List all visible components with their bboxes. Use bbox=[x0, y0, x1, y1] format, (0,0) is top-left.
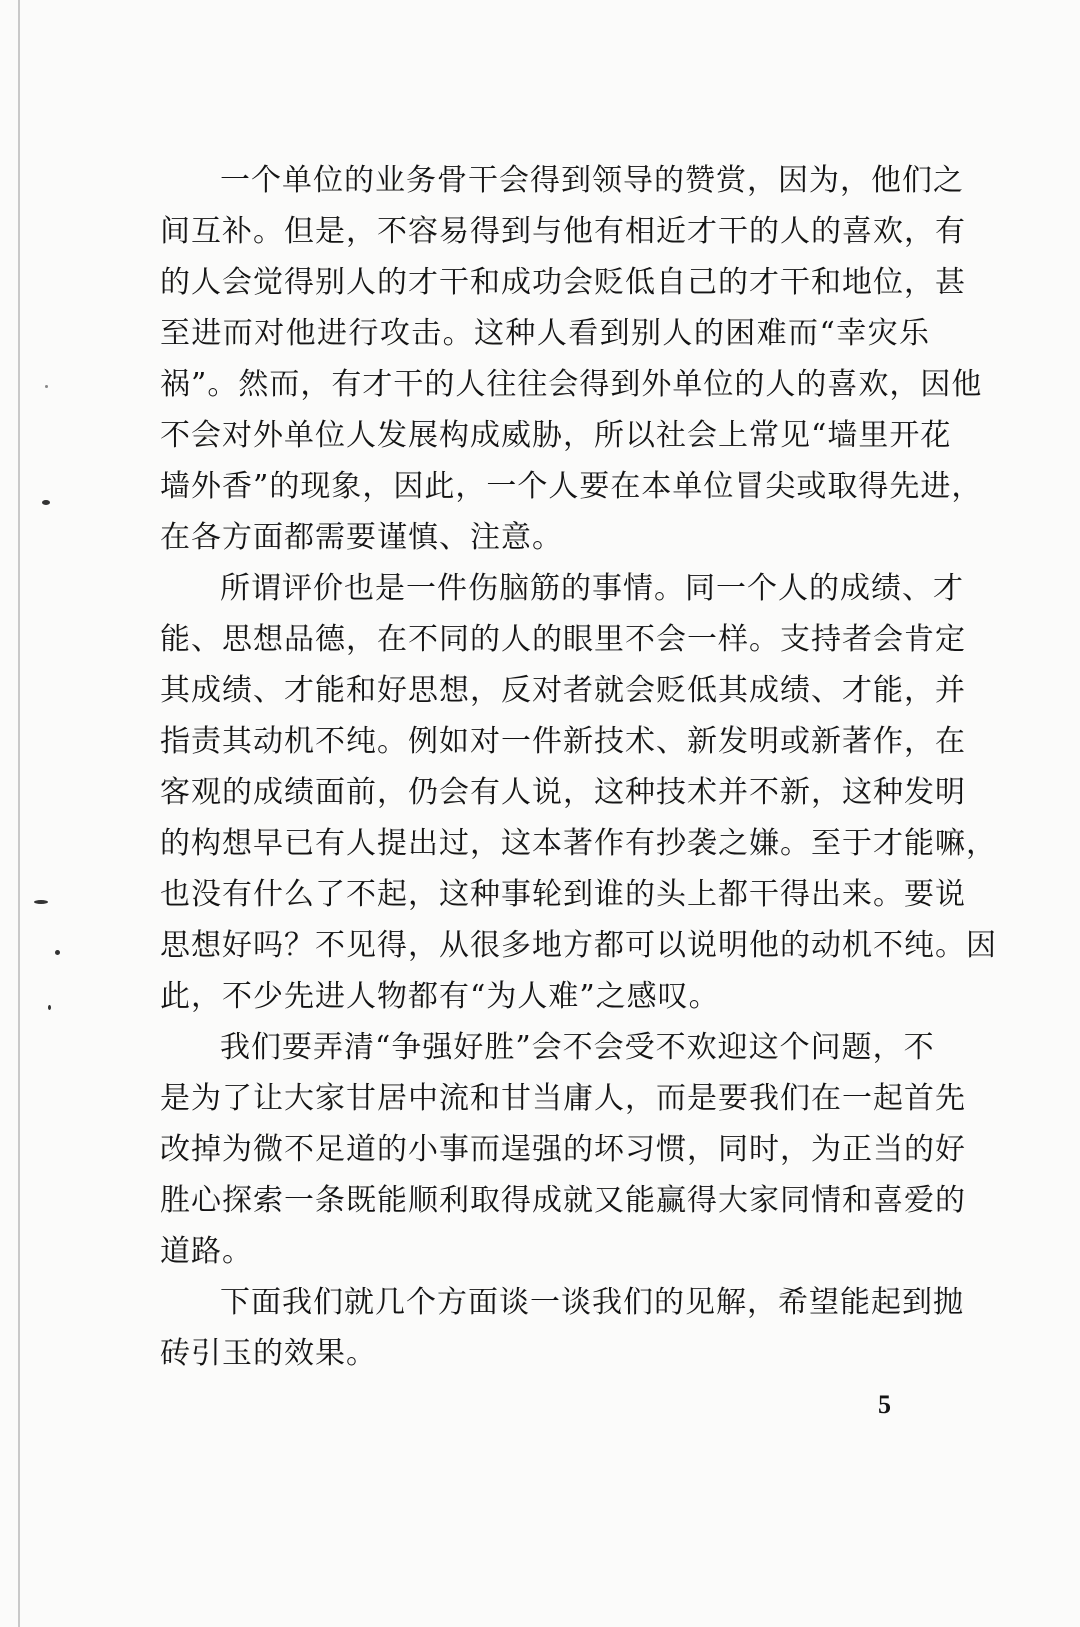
scan-speck bbox=[48, 1005, 51, 1010]
text-line: 能、思想品德，在不同的人的眼里不会一样。支持者会肯定 bbox=[160, 622, 966, 657]
paragraph-1 bbox=[160, 155, 983, 563]
scan-speck bbox=[45, 385, 48, 388]
text-line: 砖引玉的效果。 bbox=[160, 1336, 377, 1371]
text-line: 的人会觉得别人的才干和成功会贬低自己的才干和地位，甚 bbox=[160, 265, 966, 300]
text-line: 道路。 bbox=[160, 1234, 253, 1269]
paragraph-2 bbox=[160, 563, 997, 1022]
text-line: 至进而对他进行攻击。这种人看到别人的困难而“幸灾乐 bbox=[160, 316, 930, 351]
text-line: 间互补。但是，不容易得到与他有相近才干的人的喜欢，有 bbox=[160, 214, 966, 249]
text-line: 我们要弄清“争强好胜”会不会受不欢迎这个问题，不 bbox=[220, 1030, 935, 1065]
text-line: 祸”。然而，有才干的人往往会得到外单位的人的喜欢，因他 bbox=[160, 367, 983, 402]
text-line: 胜心探索一条既能顺利取得成就又能赢得大家同情和喜爱的 bbox=[160, 1183, 966, 1218]
text-line: 所谓评价也是一件伤脑筋的事情。同一个人的成绩、才 bbox=[220, 571, 964, 606]
scan-speck bbox=[55, 950, 60, 955]
text-line: 的构想早已有人提出过，这本著作有抄袭之嫌。至于才能嘛， bbox=[160, 826, 997, 861]
paragraph-4 bbox=[160, 1277, 964, 1379]
text-line: 客观的成绩面前，仍会有人说，这种技术并不新，这种发明 bbox=[160, 775, 966, 810]
text-line: 墙外香”的现象，因此，一个人要在本单位冒尖或取得先进， bbox=[160, 469, 983, 504]
text-line: 思想好吗？不见得，从很多地方都可以说明他的动机不纯。因 bbox=[160, 928, 997, 963]
page-edge-line bbox=[18, 0, 20, 1627]
text-line: 其成绩、才能和好思想，反对者就会贬低其成绩、才能，并 bbox=[160, 673, 966, 708]
text-line: 也没有什么了不起，这种事轮到谁的头上都干得出来。要说 bbox=[160, 877, 966, 912]
scan-speck bbox=[34, 900, 48, 904]
paragraph-3 bbox=[160, 1022, 966, 1277]
text-line: 在各方面都需要谨慎、注意。 bbox=[160, 520, 563, 555]
text-line: 是为了让大家甘居中流和甘当庸人，而是要我们在一起首先 bbox=[160, 1081, 966, 1116]
text-line: 此，不少先进人物都有“为人难”之感叹。 bbox=[160, 979, 720, 1014]
text-line: 一个单位的业务骨干会得到领导的赞赏，因为，他们之 bbox=[220, 163, 964, 198]
scan-speck bbox=[42, 500, 50, 505]
body-text bbox=[160, 155, 997, 1379]
text-line: 改掉为微不足道的小事而逞强的坏习惯，同时，为正当的好 bbox=[160, 1132, 966, 1167]
page-number: 5 bbox=[878, 1390, 891, 1419]
text-line: 下面我们就几个方面谈一谈我们的见解，希望能起到抛 bbox=[220, 1285, 964, 1320]
text-line: 不会对外单位人发展构成威胁，所以社会上常见“墙里开花 bbox=[160, 418, 952, 453]
text-line: 指责其动机不纯。例如对一件新技术、新发明或新著作，在 bbox=[160, 724, 966, 759]
